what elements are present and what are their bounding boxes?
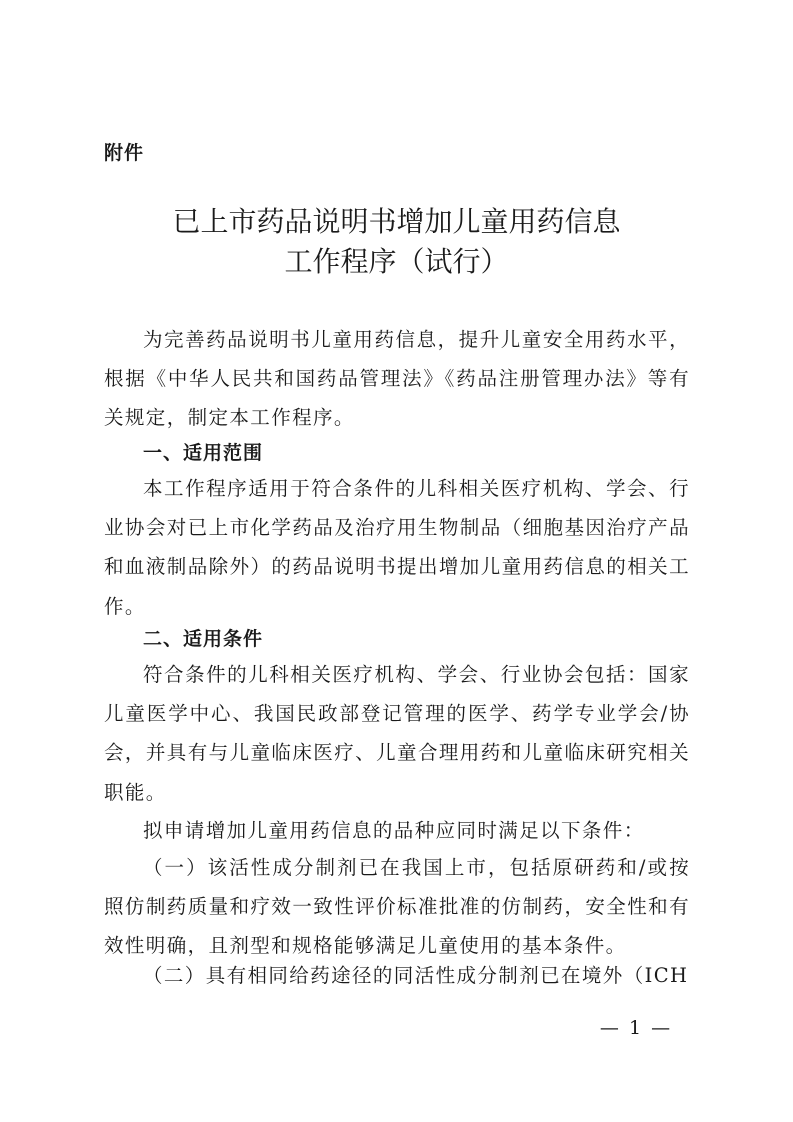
condition1-paragraph: （一）该活性成分制剂已在我国上市，包括原研药和/或按照仿制药质量和疗效一致性评价标准批准的仿制药，安全性和有效性明确，且剂型和规格能够满足儿童使用的基本条件。 xyxy=(104,856,690,958)
section2-heading: 二、适用条件 xyxy=(143,628,264,650)
section2-paragraph: 符合条件的儿科相关医疗机构、学会、行业协会包括：国家儿童医学中心、我国民政部登记管理的医学、药学专业学会/协会，并具有与儿童临床医疗、儿童合理用药和儿童临床研究相关职能。 xyxy=(104,663,690,804)
section1-paragraph: 本工作程序适用于符合条件的儿科相关医疗机构、学会、行业协会对已上市化学药品及治疗用生物制品（细胞基因治疗产品和血液制品除外）的药品说明书提出增加儿童用药信息的相关工作。 xyxy=(104,477,690,618)
intro-paragraph: 为完善药品说明书儿童用药信息，提升儿童安全用药水平，根据《中华人民共和国药品管理法》《药品注册管理办法》等有关规定，制定本工作程序。 xyxy=(104,328,690,430)
condition2-paragraph: （二）具有相同给药途径的同活性成分制剂已在境外（ICH xyxy=(143,964,689,987)
attachment-label: 附件 xyxy=(104,142,145,164)
document-title-line2: 工作程序（试行） xyxy=(284,245,509,278)
section1-heading: 一、适用范围 xyxy=(143,442,264,464)
page-number: — 1 — xyxy=(599,1017,673,1039)
conditions-intro-paragraph: 拟申请增加儿童用药信息的品种应同时满足以下条件： xyxy=(143,819,645,842)
document-title-line1: 已上市药品说明书增加儿童用药信息 xyxy=(172,205,621,238)
